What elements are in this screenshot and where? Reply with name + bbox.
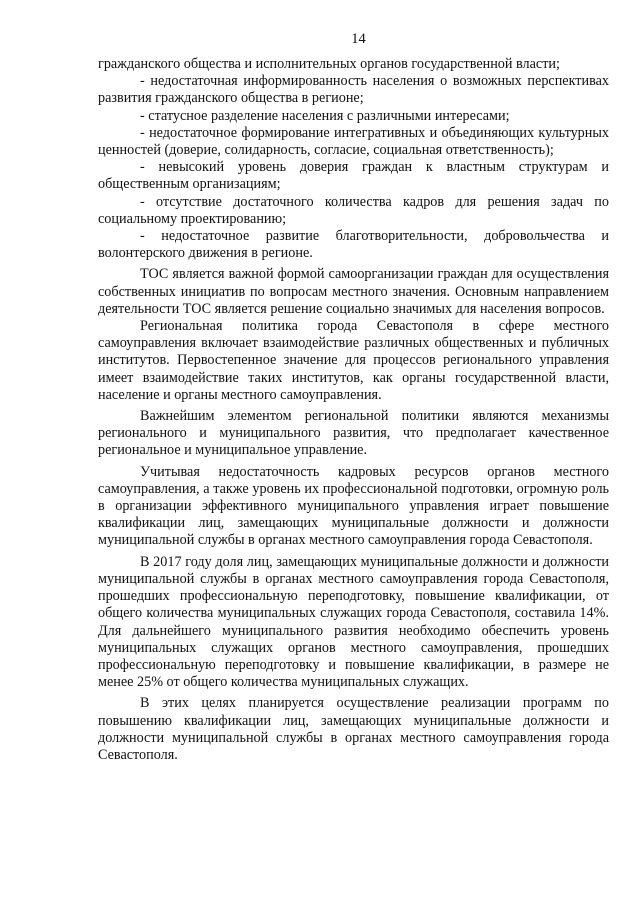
paragraph: Важнейшим элементом региональной политики являются механизмы регионального и муниципального развития, что предполагает качественное региональное и муниципальное управление. <box>98 408 609 459</box>
paragraph: гражданского общества и исполнительных органов государственной власти; <box>98 56 560 72</box>
paragraph: - невысокий уровень доверия граждан к властным структурам и общественным организациям; <box>98 159 609 193</box>
paragraph: - недостаточная информированность населения о возможных перспективах развития гражданского общества в регионе; <box>98 73 609 107</box>
paragraph: В 2017 году доля лиц, замещающих муниципальные должности и должности муниципальной службы в органах местного самоуправления города Севастополя, прошедших профессиональную переподготовку, повышение квалификации, от общего количества муниципальных служащих города Севастополя, составила 14%. Для дальнейшего муниципального развития необходимо обеспечить уровень муниципальных служащих органов местного самоуправления, прошедших профессиональную переподготовку и повышение квалификации, в размере не менее 25% от общего количества муниципальных служащих. <box>98 553 609 691</box>
paragraph: ТОС является важной формой самоорганизации граждан для осуществления собственных инициатив по вопросам местного значения. Основным направлением деятельности ТОС является решение социально значимых для населения вопросов. <box>98 266 609 317</box>
paragraph: Учитывая недостаточность кадровых ресурсов органов местного самоуправления, а также уровень их профессиональной подготовки, огромную роль в организации эффективного муниципального управления играет повышение квалификации лиц, замещающих муниципальные должности и должности муниципальной службы в органах местного самоуправления города Севастополя. <box>98 463 609 549</box>
document-body <box>98 56 609 764</box>
paragraph: - недостаточное развитие благотворительности, добровольчества и волонтерского движения в регионе. <box>98 228 609 262</box>
paragraph: Региональная политика города Севастополя в сфере местного самоуправления включает взаимодействие различных общественных и публичных институтов. Первостепенное значение для процессов регионального управления имеет взаимодействие таких институтов, как органы государственной власти, население и органы местного самоуправления. <box>98 318 609 403</box>
paragraph: - недостаточное формирование интегративных и объединяющих культурных ценностей (доверие, солидарность, согласие, социальная ответственность); <box>98 124 609 159</box>
paragraph: - статусное разделение населения с различными интересами; <box>140 107 510 124</box>
page-number: 14 <box>351 31 366 47</box>
paragraph: - отсутствие достаточного количества кадров для решения задач по социальному проектированию; <box>98 193 609 227</box>
paragraph: В этих целях планируется осуществление реализации программ по повышению квалификации лиц, замещающих муниципальные должности и должности муниципальной службы в органах местного самоуправления города Севастополя. <box>98 695 609 763</box>
